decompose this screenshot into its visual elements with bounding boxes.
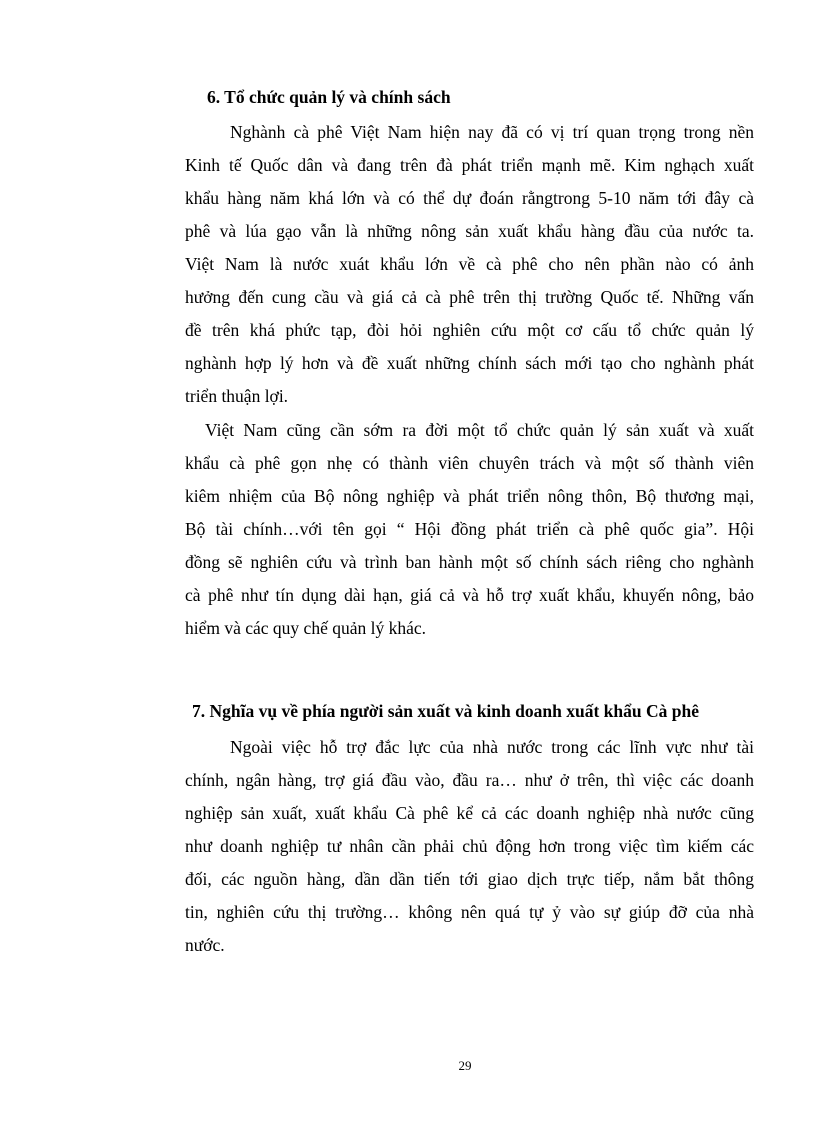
section-7-heading: 7. Nghĩa vụ về phía người sản xuất và kinh doanh xuất khẩu Cà phê (192, 701, 699, 721)
paragraph-line: Ngoài việc hỗ trợ đắc lực của nhà nước trong các lĩnh vực như tài (230, 737, 754, 757)
paragraph-line: như doanh nghiệp tư nhân cần phải chủ động hơn trong việc tìm kiếm các (185, 836, 754, 856)
paragraph-line: Việt Nam cũng cần sớm ra đời một tổ chức quản lý sản xuất và xuất (205, 420, 754, 440)
section-6-heading: 6. Tổ chức quản lý và chính sách (207, 87, 451, 107)
paragraph-line: Nghành cà phê Việt Nam hiện nay đã có vị trí quan trọng trong nền (230, 122, 754, 142)
paragraph-line: tin, nghiên cứu thị trường… không nên quá tự ỷ vào sự giúp đỡ của nhà (185, 902, 754, 922)
paragraph-line: hiểm và các quy chế quản lý khác. (185, 618, 427, 638)
paragraph-line: đồng sẽ nghiên cứu và trình ban hành một số chính sách riêng cho nghành (185, 552, 754, 572)
paragraph-line: Việt Nam là nước xuát khẩu lớn về cà phê cho nên phần nào có ảnh (185, 254, 754, 274)
paragraph-line: nghành hợp lý hơn và đề xuất những chính sách mới tạo cho nghành phát (185, 353, 754, 373)
paragraph-line: triển thuận lợi. (185, 386, 289, 406)
paragraph-line: khẩu cà phê gọn nhẹ có thành viên chuyên trách và một số thành viên (185, 453, 754, 473)
paragraph-line: kiêm nhiệm của Bộ nông nghiệp và phát triển nông thôn, Bộ thương mại, (185, 486, 754, 506)
paragraph-line: Bộ tài chính…với tên gọi “ Hội đồng phát triển cà phê quốc gia”. Hội (185, 519, 754, 539)
paragraph-line: chính, ngân hàng, trợ giá đầu vào, đầu ra… như ở trên, thì việc các doanh (185, 770, 754, 790)
paragraph-line: cà phê như tín dụng dài hạn, giá cả và hỗ trợ xuất khẩu, khuyến nông, bảo (185, 585, 754, 605)
paragraph-line: phê và lúa gạo vẫn là những nông sản xuất khẩu hàng đầu của nước ta. (185, 221, 754, 241)
paragraph-line: Kinh tế Quốc dân và đang trên đà phát triển mạnh mẽ. Kim nghạch xuất (185, 155, 754, 175)
paragraph-line: nước. (185, 935, 225, 955)
paragraph-line: đối, các nguồn hàng, dần dần tiến tới giao dịch trực tiếp, nắm bắt thông (185, 869, 754, 889)
paragraph-line: nghiệp sản xuất, xuất khẩu Cà phê kể cả các doanh nghiệp nhà nước cũng (185, 803, 754, 823)
paragraph-line: đề trên khá phức tạp, đòi hỏi nghiên cứu một cơ cấu tổ chức quản lý (185, 320, 754, 340)
paragraph-line: khẩu hàng năm khá lớn và có thể dự đoán rằngtrong 5-10 năm tới đây cà (185, 188, 754, 208)
page-number: 29 (458, 1058, 472, 1073)
paragraph-line: hưởng đến cung cầu và giá cả cà phê trên thị trường Quốc tế. Những vấn (185, 287, 754, 307)
